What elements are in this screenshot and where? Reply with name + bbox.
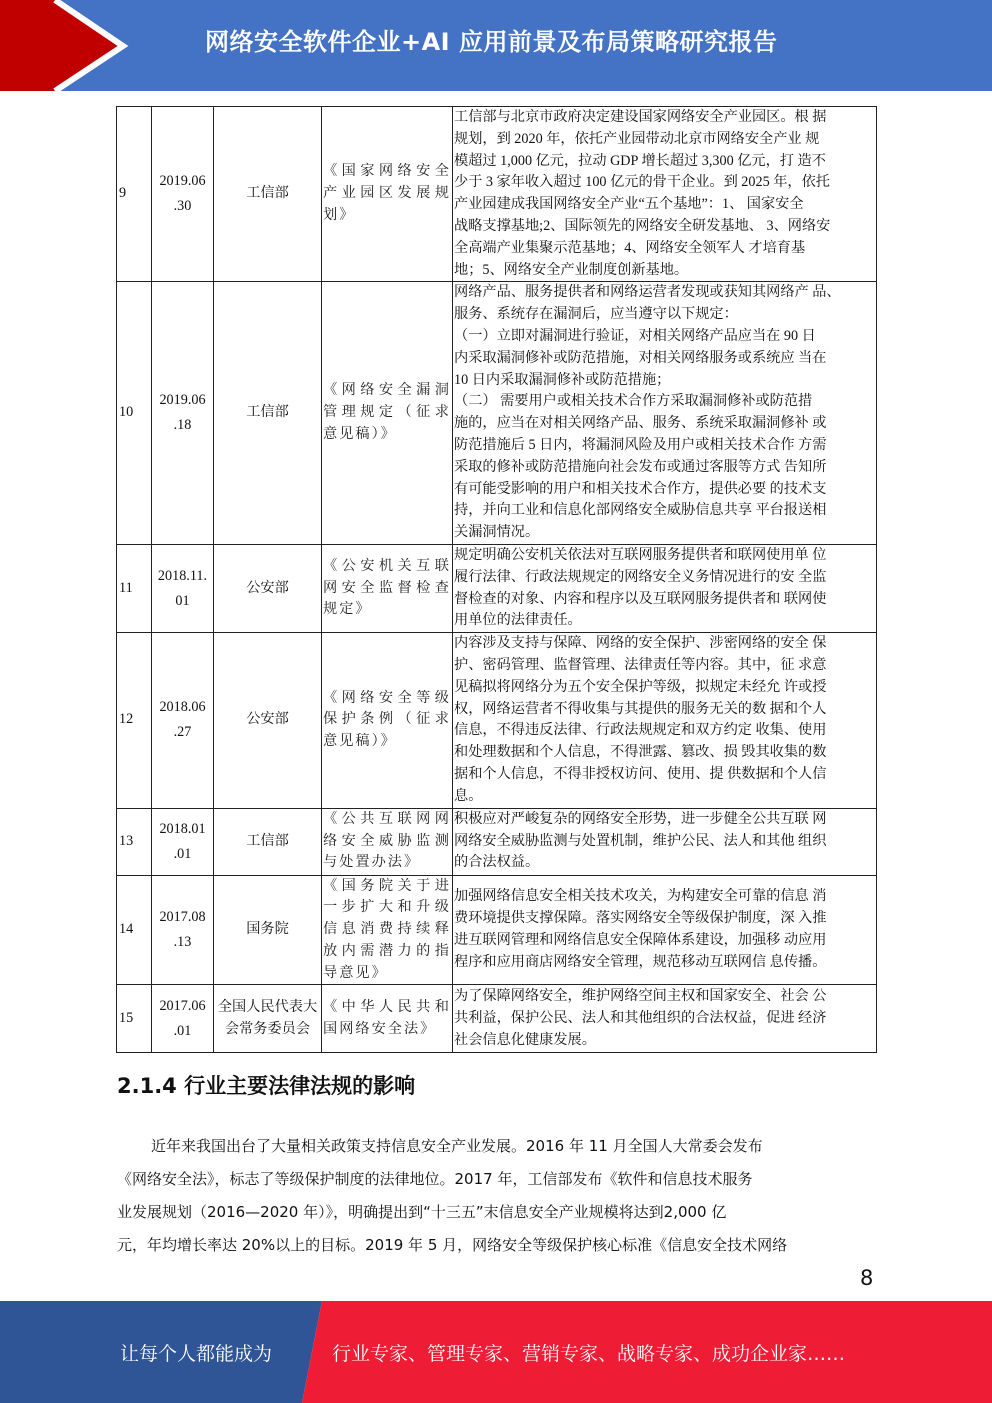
- table-row: [117, 282, 877, 545]
- footer-slogan-right: 行业专家、管理专家、营销专家、战略专家、成功企业家……: [332, 1343, 846, 1365]
- description-line: 信息，不得违反法律、行政法规规定和双方约定 收集、使用: [454, 722, 827, 739]
- description-line: 防范措施后 5 日内，将漏洞风险及用户或相关技术合作 方需: [454, 436, 827, 453]
- description-line: 规定明确公安机关依法对互联网服务提供者和联网使用单 位: [454, 546, 827, 563]
- description-line: 关漏洞情况。: [454, 524, 540, 541]
- body-paragraph: [117, 1130, 877, 1262]
- issuing-department: 公安部: [214, 544, 322, 632]
- date-line: .30: [173, 198, 192, 215]
- description-line: 内容涉及支持与保障、网络的安全保护、涉密网络的安全 保: [454, 635, 827, 652]
- description-line: 权，网络运营者不得收集与其提供的服务无关的数 据和个人: [454, 700, 827, 717]
- date-line: 2018.11.: [157, 567, 208, 584]
- row-number: 10: [117, 282, 152, 545]
- date-line: .18: [173, 417, 192, 434]
- paragraph-line: 近年来我国出台了大量相关政策支持信息安全产业发展。2016 年 11 月全国人大常委会发布: [151, 1137, 763, 1155]
- issuing-department: 国务院: [214, 875, 322, 985]
- table-row: [117, 544, 877, 632]
- release-date: [152, 107, 214, 282]
- policy-description: [453, 875, 877, 985]
- description-line: 工信部与北京市政府决定建设国家网络安全产业园区。根 据: [454, 109, 827, 125]
- description-line: 服务、系统存在漏洞后，应当遵守以下规定：: [454, 306, 738, 323]
- description-line: 少于 3 家年收入超过 100 亿元的骨干企业。到 2025 年，依托: [454, 174, 830, 191]
- date-line: 2018.01: [159, 820, 206, 837]
- date-line: .01: [173, 845, 192, 862]
- release-date: [152, 875, 214, 985]
- description-line: 施的，应当在对相关网络产品、服务、系统采取漏洞修补 或: [454, 415, 827, 432]
- issuing-department: 工信部: [214, 808, 322, 875]
- date-line: .13: [173, 933, 192, 950]
- issuing-department: 工信部: [214, 282, 322, 545]
- description-line: 产业园建成我国网络安全产业“五个基地”：1、 国家安全: [454, 196, 804, 213]
- policy-title: 《网络安全漏洞管理规定（征求意见稿）》: [322, 282, 453, 545]
- row-number: 12: [117, 633, 152, 808]
- description-line: 息。: [454, 787, 483, 804]
- description-line: 有可能受影响的用户和相关技术合作方，提供必要 的技术支: [454, 480, 827, 497]
- policy-description: [453, 282, 877, 545]
- description-line: 加强网络信息安全相关技术攻关，为构建安全可靠的信息 消: [454, 888, 827, 905]
- description-line: 社会信息化健康发展。: [454, 1031, 596, 1048]
- description-line: 内采取漏洞修补或防范措施，对相关网络服务或系统应 当在: [454, 349, 827, 366]
- table-row: [117, 875, 877, 985]
- description-line: 网络产品、服务提供者和网络运营者发现或获知其网络产 品、: [454, 284, 841, 301]
- header-banner: [0, 0, 992, 91]
- release-date: [152, 633, 214, 808]
- description-line: 积极应对严峻复杂的网络安全形势，进一步健全公共互联 网: [454, 810, 827, 827]
- description-line: 和处理数据和个人信息，不得泄露、篡改、损 毁其收集的数: [454, 744, 827, 761]
- description-line: 据和个人信息，不得非授权访问、使用、提 供数据和个人信: [454, 765, 827, 782]
- paragraph-line: 业发展规划（2016—2020 年）》，明确提出到“十三五”末信息安全产业规模将达到2,000 亿: [117, 1203, 727, 1221]
- policy-title: 《国务院关于进一步扩大和升级信息消费持续释放内需潜力的指导意见》: [322, 875, 453, 985]
- footer-slogan-left: 让每个人都能成为: [120, 1343, 273, 1365]
- description-line: 督检查的对象、内容和程序以及互联网服务提供者和 联网使: [454, 590, 827, 607]
- date-line: 2019.06: [159, 173, 206, 190]
- release-date: [152, 282, 214, 545]
- date-line: 01: [175, 592, 190, 609]
- row-number: 11: [117, 544, 152, 632]
- description-line: 为了保障网络安全，维护网络空间主权和国家安全、社会 公: [454, 988, 827, 1005]
- description-line: 地；5、网络安全产业制度创新基地。: [454, 261, 689, 278]
- description-line: 采取的修补或防范措施向社会发布或通过客服等方式 告知所: [454, 458, 827, 475]
- table-row: [117, 985, 877, 1053]
- row-number: 15: [117, 985, 152, 1053]
- policy-title: 《公安机关互联网安全监督检查规定》: [322, 544, 453, 632]
- description-line: 模超过 1,000 亿元，拉动 GDP 增长超过 3,300 亿元，打 造不: [454, 152, 826, 169]
- policy-title: 《中华人民共和国网络安全法》: [322, 985, 453, 1053]
- release-date: [152, 985, 214, 1053]
- date-line: 2019.06: [159, 392, 206, 409]
- description-line: 程序和应用商店网络安全管理，规范移动互联网信 息传播。: [454, 953, 827, 970]
- chevron-arrow-icon: [0, 0, 200, 91]
- description-line: 网络安全威胁监测与处置机制，维护公民、法人和其他 组织: [454, 832, 827, 849]
- date-line: .01: [173, 1022, 192, 1039]
- description-line: （二） 需要用户或相关技术合作方采取漏洞修补或防范措: [454, 393, 813, 410]
- table-row: [117, 633, 877, 808]
- policy-description: [453, 544, 877, 632]
- description-line: 战略支撑基地;2、国际领先的网络安全研发基地、 3、网络安: [454, 217, 831, 234]
- description-line: 10 日内采取漏洞修补或防范措施；: [454, 371, 671, 388]
- policy-description: [453, 808, 877, 875]
- date-line: 2017.06: [159, 997, 206, 1014]
- table-row: [117, 808, 877, 875]
- description-line: 护、密码管理、监督管理、法律责任等内容。其中，征 求意: [454, 656, 827, 673]
- description-line: 规划，到 2020 年，依托产业园带动北京市网络安全产业 规: [454, 130, 820, 147]
- table-row: [117, 107, 877, 282]
- date-line: 2018.06: [159, 699, 206, 716]
- policy-title: 《国家网络安全产业园区发展规划》: [322, 107, 453, 282]
- policy-table: [116, 106, 877, 1053]
- report-title: 网络安全软件企业+AI 应用前景及布局策略研究报告: [205, 28, 778, 56]
- row-number: 9: [117, 107, 152, 282]
- description-line: 见稿拟将网络分为五个安全保护等级，拟规定未经允 许或授: [454, 678, 827, 695]
- description-line: 费环境提供支撑保障。落实网络安全等级保护制度，深 入推: [454, 910, 827, 927]
- issuing-department: 全国人民代表大会常务委员会: [214, 985, 322, 1053]
- description-line: 用单位的法律责任。: [454, 612, 582, 629]
- date-line: .27: [173, 724, 192, 741]
- policy-title: 《网络安全等级保护条例（征求意见稿）》: [322, 633, 453, 808]
- footer-banner: [0, 1301, 992, 1403]
- row-number: 13: [117, 808, 152, 875]
- description-line: 持，并向工业和信息化部网络安全威胁信息共享 平台报送相: [454, 502, 827, 519]
- release-date: [152, 808, 214, 875]
- description-line: 的合法权益。: [454, 854, 540, 871]
- paragraph-line: 元，年均增长率达 20%以上的目标。2019 年 5 月，网络安全等级保护核心标准《信息安全技术网络: [117, 1236, 788, 1254]
- section-heading: 2.1.4 行业主要法律法规的影响: [117, 1074, 416, 1098]
- release-date: [152, 544, 214, 632]
- description-line: 进互联网管理和网络信息安全保障体系建设，加强移 动应用: [454, 931, 827, 948]
- description-line: （一）立即对漏洞进行验证，对相关网络产品应当在 90 日: [454, 327, 816, 344]
- page-number: 8: [860, 1266, 874, 1290]
- policy-description: [453, 633, 877, 808]
- description-line: 全高端产业集聚示范基地；4、网络安全领军人 才培育基: [454, 239, 806, 256]
- paragraph-line: 《网络安全法》，标志了等级保护制度的法律地位。2017 年，工信部发布《软件和信息技术服务: [117, 1170, 753, 1188]
- policy-title: 《公共互联网网络安全威胁监测与处置办法》: [322, 808, 453, 875]
- issuing-department: 工信部: [214, 107, 322, 282]
- date-line: 2017.08: [159, 908, 206, 925]
- issuing-department: 公安部: [214, 633, 322, 808]
- row-number: 14: [117, 875, 152, 985]
- description-line: 履行法律、行政法规规定的网络安全义务情况进行的安 全监: [454, 568, 827, 585]
- description-line: 共利益，保护公民、法人和其他组织的合法权益，促进 经济: [454, 1010, 827, 1027]
- policy-description: [453, 107, 877, 282]
- policy-description: [453, 985, 877, 1053]
